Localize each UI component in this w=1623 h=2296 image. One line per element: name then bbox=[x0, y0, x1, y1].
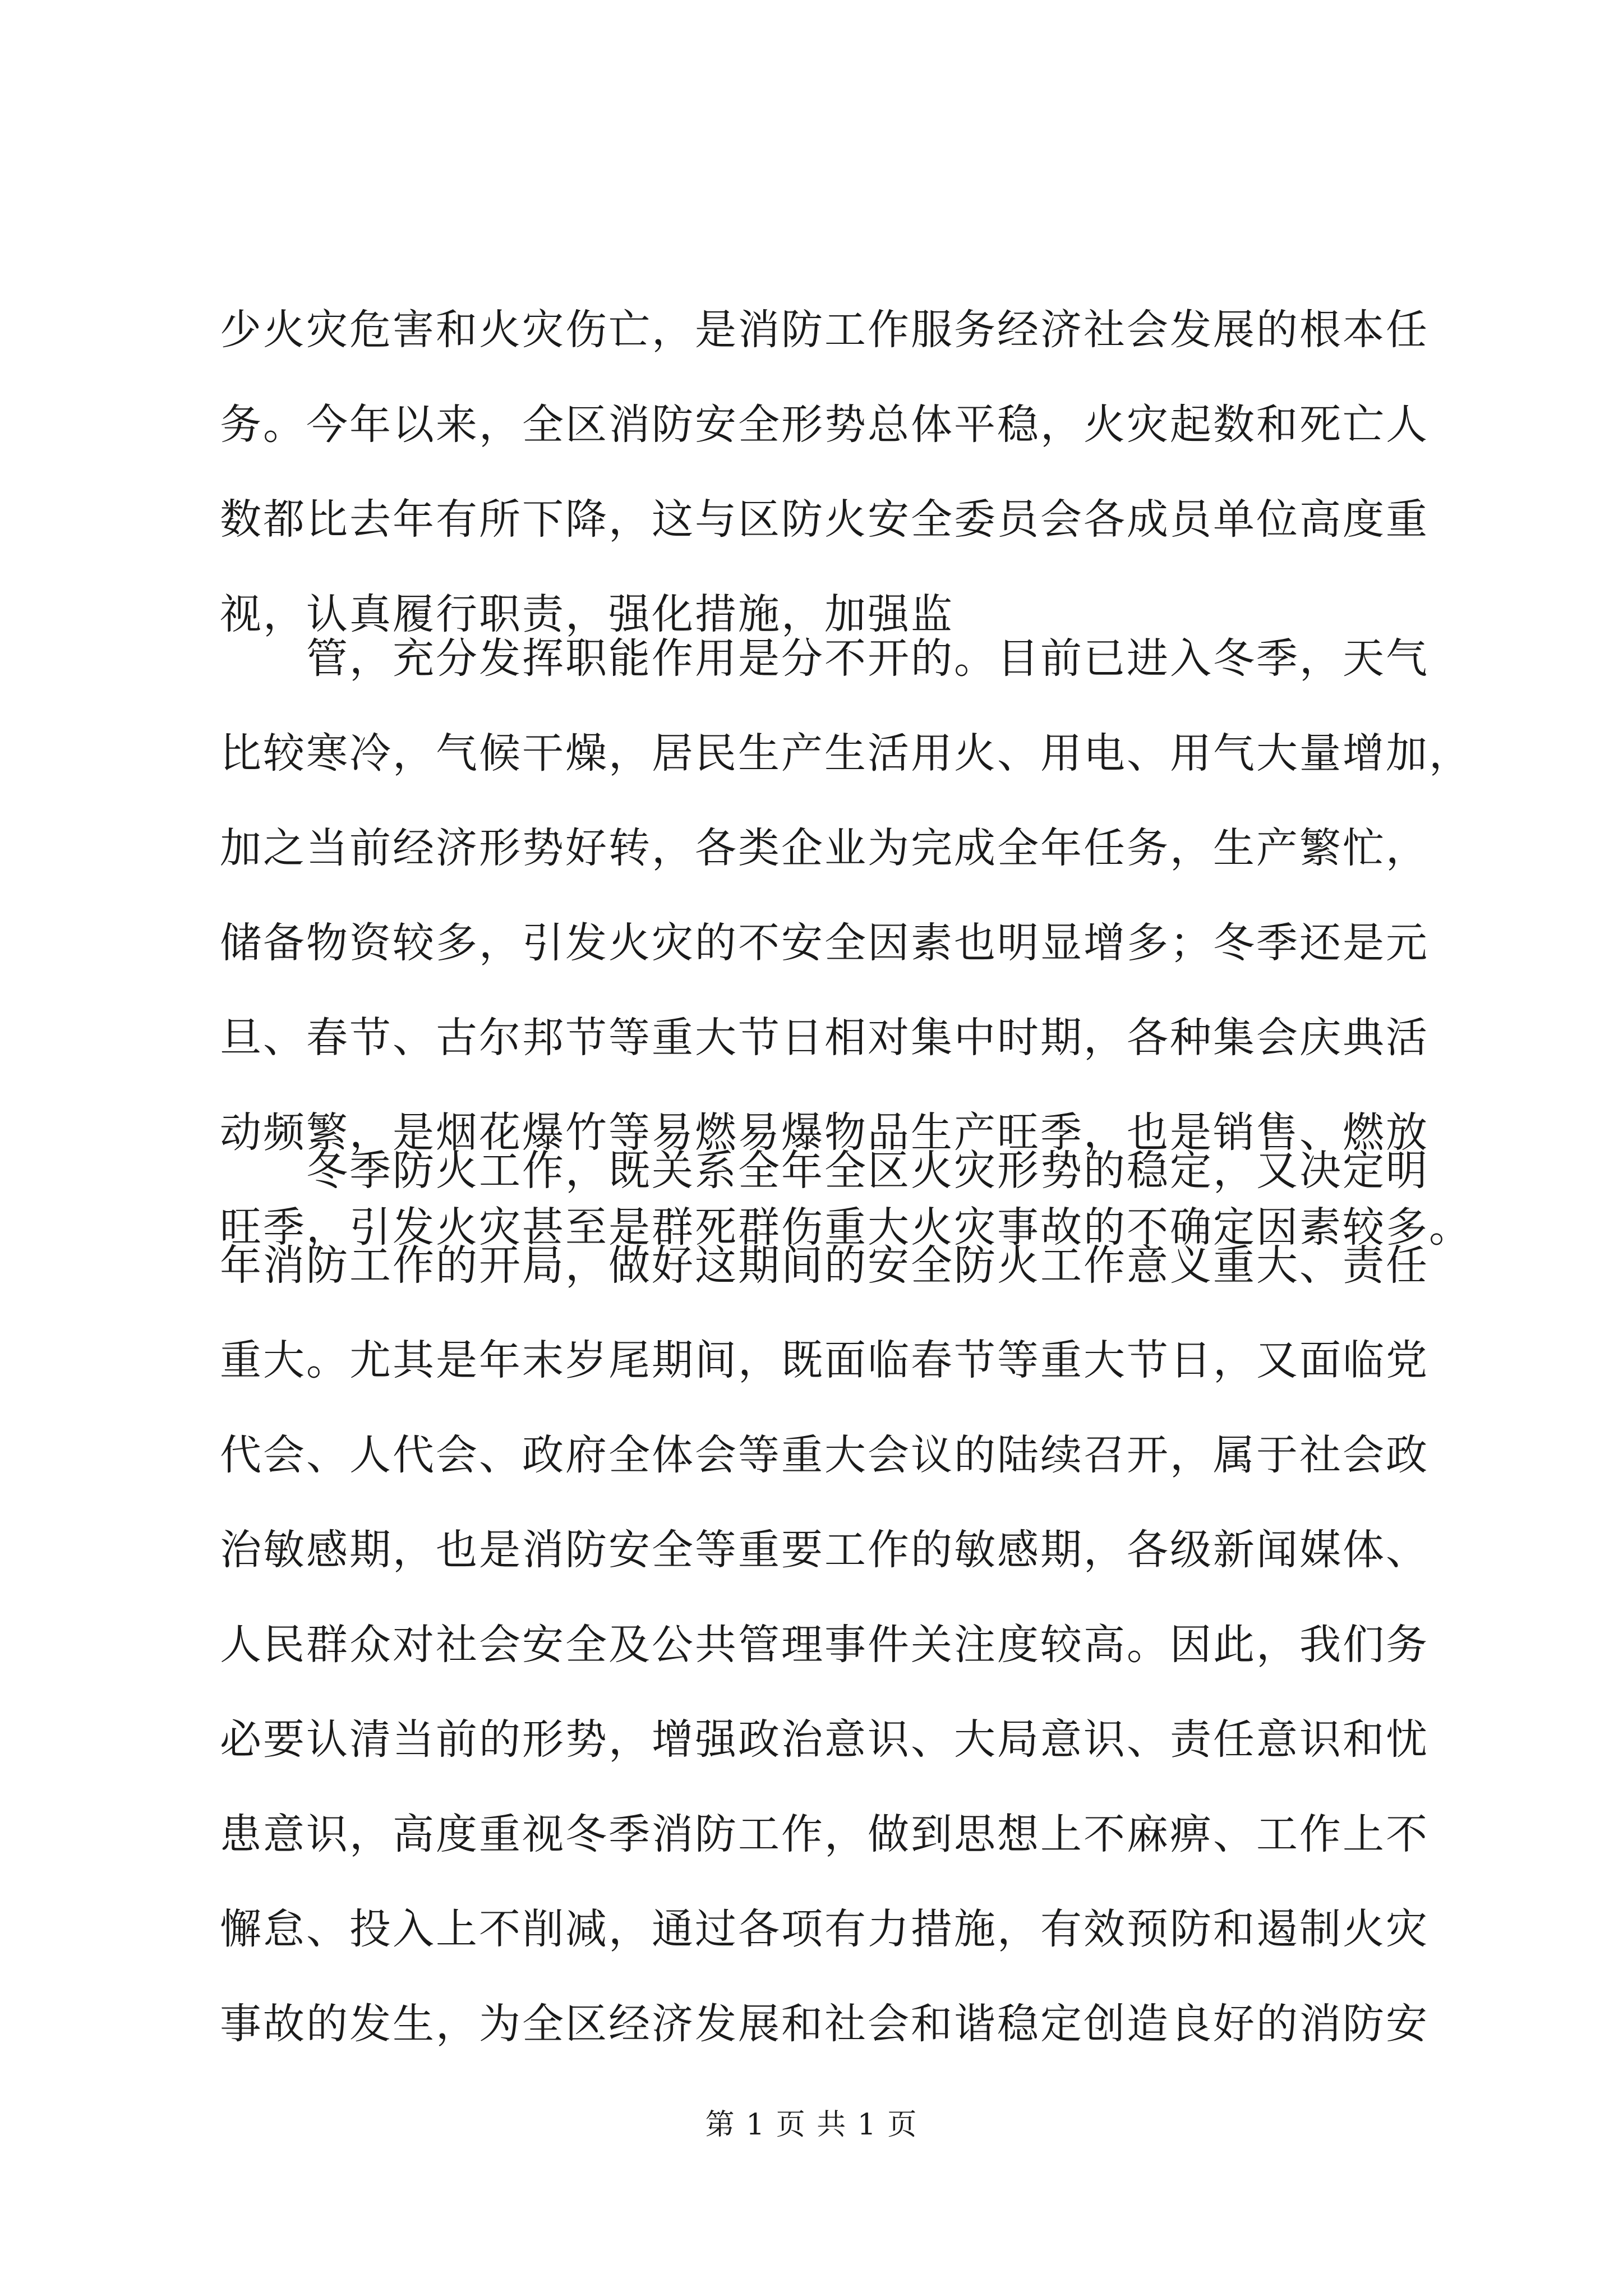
text-line: 储备物资较多，引发火灾的不安全因素也明显增多；冬季还是元 bbox=[220, 919, 1429, 967]
text-line: 冬季防火工作，既关系全年全区火灾形势的稳定，又决定明 bbox=[220, 1147, 1429, 1195]
paragraph-1 bbox=[220, 306, 1429, 638]
text-line: 管，充分发挥职能作用是分不开的。目前已进入冬季，天气 bbox=[220, 634, 1429, 683]
text-line: 人民群众对社会安全及公共管理事件关注度较高。因此，我们务 bbox=[220, 1621, 1429, 1669]
text-line: 视，认真履行职责，强化措施，加强监 bbox=[220, 590, 954, 638]
text-line: 旦、春节、古尔邦节等重大节日相对集中时期，各种集会庆典活 bbox=[220, 1014, 1429, 1062]
text-line: 治敏感期，也是消防安全等重要工作的敏感期，各级新闻媒体、 bbox=[220, 1526, 1429, 1574]
text-line: 懈怠、投入上不削减，通过各项有力措施，有效预防和遏制火灾 bbox=[220, 1905, 1429, 1953]
paragraph-3 bbox=[220, 1147, 1472, 2048]
text-line: 动频繁，是烟花爆竹等易燃易爆物品生产旺季，也是销售、燃放 bbox=[220, 1108, 1429, 1157]
text-line: 年消防工作的开局，做好这期间的安全防火工作意义重大、责任 bbox=[220, 1241, 1429, 1290]
text-line: 比较寒冷，气候干燥，居民生产生活用火、用电、用气大量增加， bbox=[220, 729, 1472, 777]
text-line: 加之当前经济形势好转，各类企业为完成全年任务，生产繁忙， bbox=[220, 824, 1429, 872]
text-line: 重大。尤其是年末岁尾期间，既面临春节等重大节日，又面临党 bbox=[220, 1336, 1429, 1384]
text-line: 患意识，高度重视冬季消防工作，做到思想上不麻痹、工作上不 bbox=[220, 1810, 1429, 1858]
text-line: 少火灾危害和火灾伤亡，是消防工作服务经济社会发展的根本任 bbox=[220, 306, 1429, 354]
page-footer: 第 1 页 共 1 页 bbox=[705, 2108, 918, 2142]
text-line: 必要认清当前的形势，增强政治意识、大局意识、责任意识和忧 bbox=[220, 1715, 1429, 1764]
text-line: 事故的发生，为全区经济发展和社会和谐稳定创造良好的消防安 bbox=[220, 2000, 1429, 2048]
text-line: 代会、人代会、政府全体会等重大会议的陆续召开，属于社会政 bbox=[220, 1431, 1429, 1479]
text-line: 务。今年以来，全区消防安全形势总体平稳，火灾起数和死亡人 bbox=[220, 401, 1429, 449]
text-line: 旺季，引发火灾甚至是群死群伤重大火灾事故的不确定因素较多。 bbox=[220, 1203, 1472, 1251]
text-line: 数都比去年有所下降，这与区防火安全委员会各成员单位高度重 bbox=[220, 495, 1429, 544]
